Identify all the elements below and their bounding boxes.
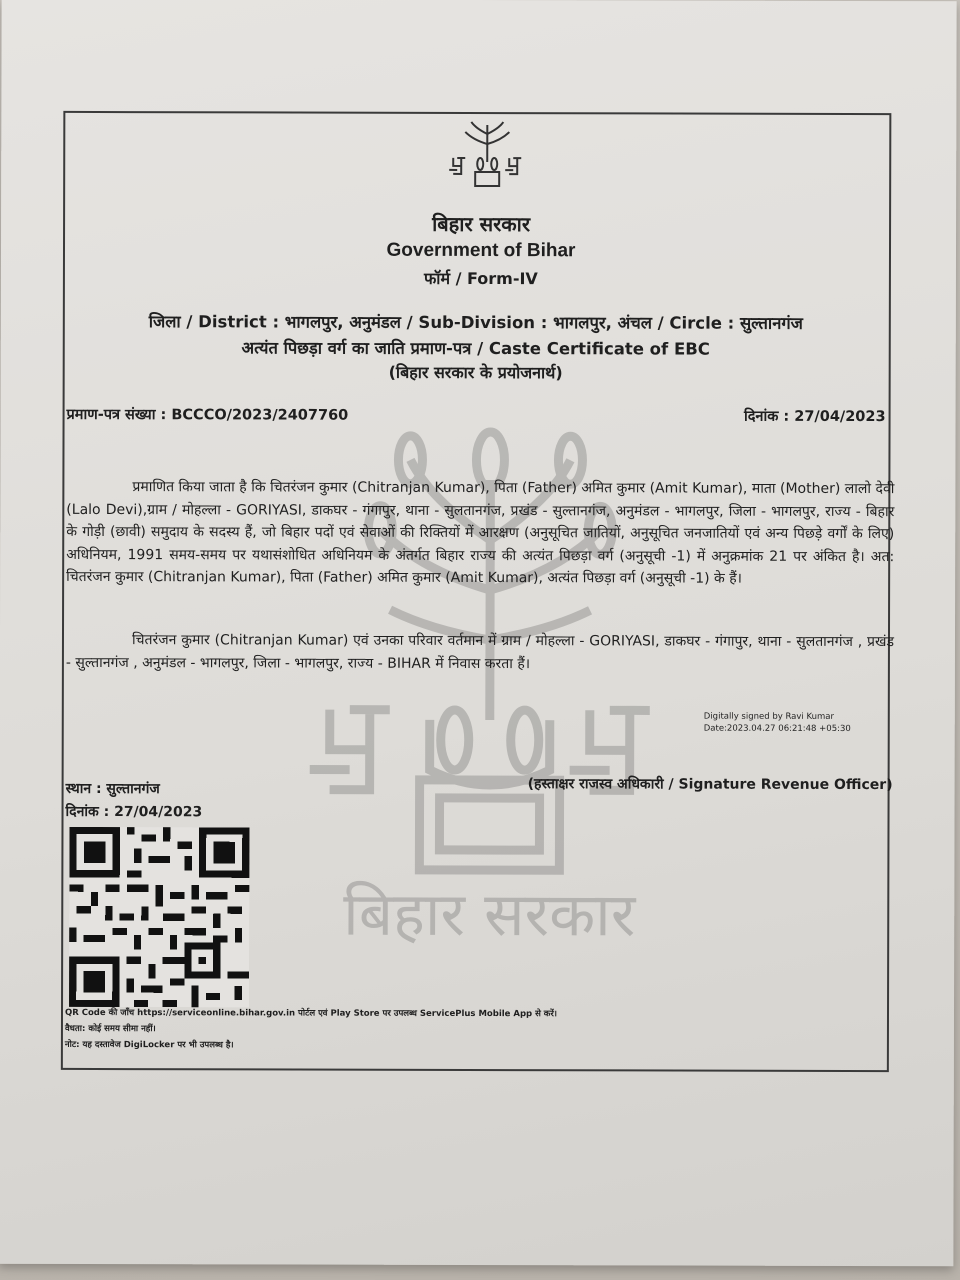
certificate-number: प्रमाण-पत्र संख्या : BCCCO/2023/2407760	[66, 406, 349, 424]
issue-place: स्थान : सुल्तानगंज	[65, 780, 160, 798]
certificate-title: अत्यंत पिछड़ा वर्ग का जाति प्रमाण-पत्र / Caste Certificate of EBC	[241, 338, 710, 359]
bihar-emblem-logo	[447, 120, 527, 190]
qr-verification-note: QR Code की जाँच https://serviceonline.bihar.gov.in पोर्टल एवं Play Store पर उपलब्ध ServicePlus Mobile App से करें।	[64, 1007, 558, 1020]
signature-label: (हस्ताक्षर राजस्व अधिकारी / Signature Revenue Officer)	[527, 776, 893, 794]
issue-date: दिनांक : 27/04/2023	[65, 803, 203, 821]
certification-paragraph: प्रमाणित किया जाता है कि चितरंजन कुमार (Chitranjan Kumar), पिता (Father) अमित कुमार (Amit Kumar), माता (Mother) लालो देवी (Lalo Devi),ग्राम / मोहल्ला - GORIYASI, डाकघर - गंगापुर, थाना - सुलतानगंज, प्रखंड - सुल्तानगंज, अनुमंडल - भागलपुर, जिला - भागलपुर, राज्य - बिहार के गोड़ी (छावी) समुदाय के सदस्य हैं, जो बिहार पदों एवं सेवाओं की रिक्तियों में आरक्षण (अनुसूचित जातियों, अनुसूचित जनजातियों एवं अन्य पिछड़े वर्गों के लिए) अधिनियम, 1991 समय-समय पर यथासंशोधित अधिनियम के अंतर्गत बिहार राज्य की अत्यंत पिछड़ा वर्ग (अनुसूची -1) में अनुक्रमांक 21 पर अंकित है। अत: चितरंजन कुमार (Chitranjan Kumar), पिता (Father) अमित कुमार (Amit Kumar), अत्यंत पिछड़ा वर्ग (अनुसूची -1) के हैं।	[66, 479, 895, 587]
residence-paragraph: चितरंजन कुमार (Chitranjan Kumar) एवं उनका परिवार वर्तमान में ग्राम / मोहल्ला - GORIYASI, डाकघर - गंगापुर, थाना - सुलतानगंज , प्रखंड - सुल्तानगंज , अनुमंडल - भागलपुर, जिला - भागलपुर, राज्य - BIHAR में निवास करता हैं।	[65, 632, 894, 672]
form-number: फॉर्म / Form-IV	[423, 268, 538, 289]
digilocker-note: नोट: यह दस्तावेज DigiLocker पर भी उपलब्ध है।	[64, 1039, 234, 1051]
digital-signature-date: Date:2023.04.27 06:21:48 +05:30	[703, 723, 851, 734]
digital-signature	[704, 711, 851, 735]
certificate-purpose: (बिहार सरकार के प्रयोजनार्थ)	[388, 362, 563, 383]
digital-signature-signer: Digitally signed by Ravi Kumar	[703, 711, 835, 722]
state-title-hindi: बिहार सरकार	[432, 211, 531, 237]
qr-code[interactable]	[69, 827, 249, 1007]
district-line: जिला / District : भागलपुर, अनुमंडल / Sub-Division : भागलपुर, अंचल / Circle : सुल्तानगंज	[148, 312, 803, 333]
validity-note: वैधता: कोई समय सीमा नहीं।	[64, 1023, 156, 1035]
state-title-english: Government of Bihar	[386, 239, 576, 262]
watermark-text: बिहार सरकार	[343, 879, 636, 951]
certificate-date: दिनांक : 27/04/2023	[743, 408, 886, 426]
